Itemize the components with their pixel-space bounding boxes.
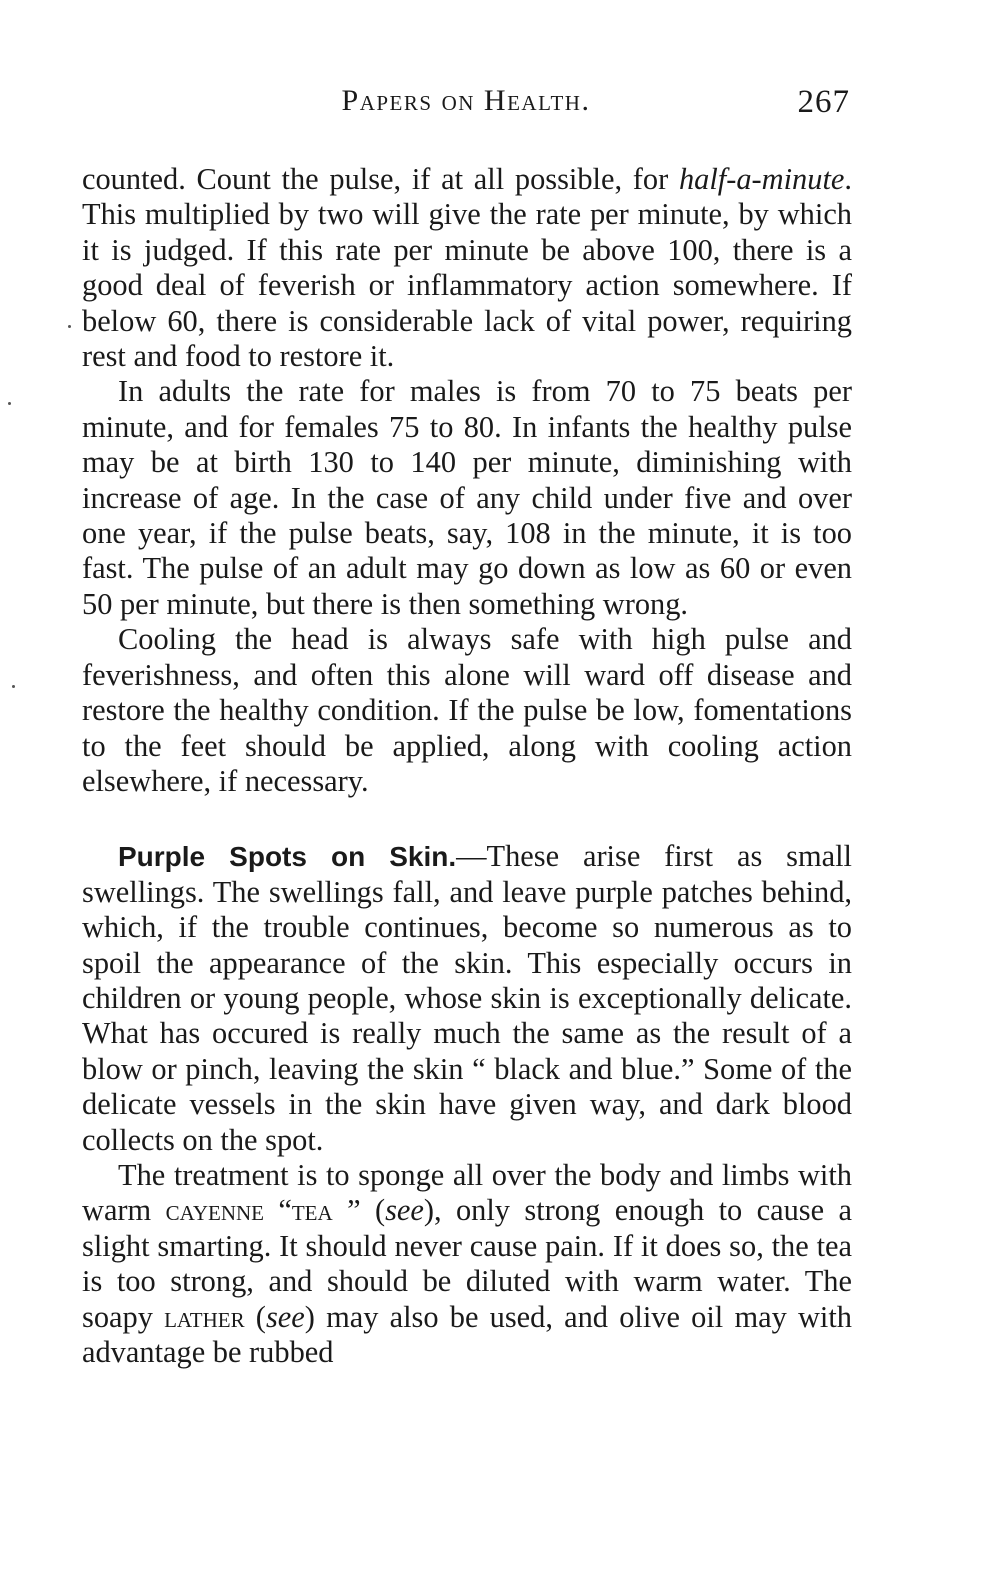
- text-run: ), only strong enough to cause a slight smarting. It should never cause pain. If it does so, the tea is too strong, and should be diluted with warm water. The soapy: [82, 1193, 852, 1334]
- italic-term: half-a-minute: [678, 162, 845, 196]
- entry-purple-spots: [82, 839, 852, 1158]
- italic-see: see: [265, 1299, 305, 1334]
- paragraph-treatment: [82, 1158, 852, 1370]
- page-header: [82, 84, 850, 128]
- body-text: [82, 162, 852, 1370]
- text-run: counted. Count the pulse, if at all possible, for: [82, 162, 679, 196]
- italic-see: see: [385, 1193, 424, 1228]
- text-run: (: [244, 1299, 266, 1334]
- paragraph-cooling-head: Cooling the head is always safe with high pulse and feverishness, and often this alone will ward off disease and restore the healthy condition. If the pulse be low, fomentations to the feet should be applied, along with cooling action elsewhere, if necessary.: [82, 622, 852, 798]
- running-title: Papers on Health.: [341, 84, 591, 117]
- text-run: ” (: [332, 1193, 386, 1228]
- paragraph-pulse-rates: In adults the rate for males is from 70 to 75 beats per minute, and for females 75 to 80. In infants the healthy pulse may be at birth 130 to 140 per minute, diminishing with increase of age. In the case of any child under five and over one year, if the pulse beats, say, 108 in the minute, it is too fast. The pulse of an adult may go down as low as 60 or even 50 per minute, but there is then something wrong.: [82, 374, 852, 621]
- entry-heading: Purple Spots on Skin.: [118, 841, 457, 873]
- text-run: . This multiplied by two will give the rate per minute, by which it is judged. If this rate per minute be above 100, there is a good deal of feverish or inflammatory action somewhere. If below 60, there is considerable lack of vital power, requiring rest and food to restore it.: [82, 162, 852, 374]
- cross-reference-tea: tea: [291, 1193, 333, 1228]
- text-run: “: [263, 1193, 292, 1228]
- cross-reference-lather: lather: [164, 1299, 245, 1334]
- scan-speck: [12, 685, 15, 688]
- scan-speck: [8, 402, 11, 405]
- scan-speck: [68, 325, 71, 328]
- cross-reference-cayenne: cayenne: [165, 1193, 264, 1228]
- text-run: ) may also be used, and olive oil may with advantage be rubbed: [82, 1299, 853, 1369]
- page-number: 267: [797, 84, 850, 120]
- text-run: —These arise first as small swellings. The swellings fall, and leave purple patches behind, which, if the trouble continues, become so numerous as to spoil the appearance of the skin. This especially occurs in children or young people, whose skin is exceptionally delicate. What has occured is really much the same as the result of a blow or pinch, leaving the skin “ black and blue.” Some of the delicate vessels in the skin have given way, and dark blood collects on the spot.: [82, 839, 852, 1157]
- text-run: The treatment is to sponge all over the body and limbs with warm: [82, 1157, 852, 1228]
- paragraph-pulse-count: [82, 162, 852, 374]
